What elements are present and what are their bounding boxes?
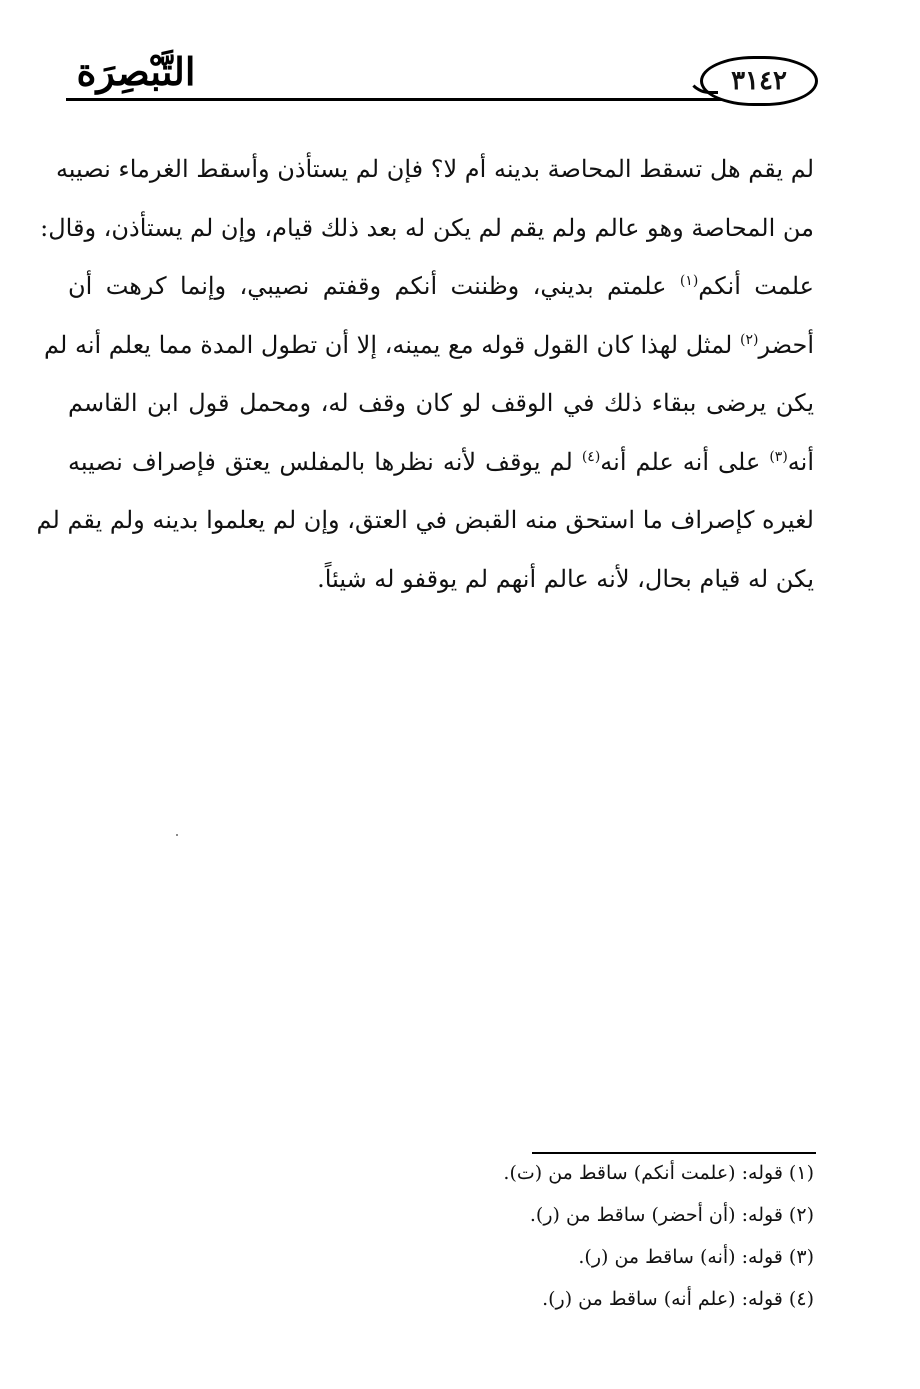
footnote-reference: (٢) <box>739 331 759 348</box>
book-title-text: التَّبْصِرَة <box>76 49 196 94</box>
text-line <box>68 433 814 492</box>
text-line <box>40 199 814 258</box>
scan-speck <box>176 834 178 836</box>
text-segment: يكن يرضى ببقاء ذلك في الوقف لو كان وقف له، ومحمل قول ابن القاسم <box>68 389 814 417</box>
book-title <box>66 42 206 102</box>
text-segment: لغيره كإصراف ما استحق منه القبض في العتق، وإن لم يعلموا بدينه ولم يقم لم <box>36 506 814 534</box>
footnote-reference: (٣) <box>769 448 788 465</box>
text-segment: من المحاصة وهو عالم ولم يقم لم يكن له بعد ذلك قيام، وإن لم يستأذن، وقال: <box>40 213 814 242</box>
text-segment: أحضر <box>758 330 814 359</box>
footnote-2: (٢) قوله: (أن أحضر) ساقط من (ر). <box>529 1204 814 1226</box>
footnote-reference: (١) <box>679 273 699 289</box>
footnote-3: (٣) قوله: (أنه) ساقط من (ر). <box>578 1246 814 1268</box>
page-number-badge <box>700 56 818 106</box>
main-text <box>36 140 814 608</box>
page-number: ٣١٤٢ <box>731 66 787 96</box>
text-segment: علمت أنكم <box>698 272 814 300</box>
text-segment: لم يوقف لأنه نظرها بالمفلس يعتق فإصراف نصيبه <box>68 447 582 476</box>
text-segment: أنه <box>787 447 814 476</box>
footnote-1: (١) قوله: (علمت أنكم) ساقط من (ت). <box>503 1162 814 1184</box>
footnotes <box>354 1152 814 1320</box>
text-segment: لمثل لهذا كان القول قوله مع يمينه، إلا أن تطول المدة مما يعلم أنه لم <box>44 330 740 359</box>
text-line <box>36 491 814 550</box>
text-line <box>44 316 814 375</box>
text-line <box>68 550 814 609</box>
text-line <box>68 374 814 433</box>
text-segment: علمتم بديني، وظننت أنكم وقفتم نصيبي، وإنما كرهت أن <box>68 272 680 300</box>
text-line <box>68 257 814 316</box>
footnote-4: (٤) قوله: (علم أنه) ساقط من (ر). <box>542 1288 814 1310</box>
footnote-reference: (٤) <box>581 448 601 465</box>
page-header <box>66 38 818 110</box>
text-segment: يكن له قيام بحال، لأنه عالم أنهم لم يوقفو له شيئاً. <box>317 564 814 593</box>
text-segment: على أنه علم أنه <box>600 447 770 476</box>
text-segment: لم يقم هل تسقط المحاصة بدينه أم لا؟ فإن لم يستأذن وأسقط الغرماء نصيبه <box>55 155 814 183</box>
text-line <box>55 140 814 199</box>
header-rule <box>66 98 786 101</box>
